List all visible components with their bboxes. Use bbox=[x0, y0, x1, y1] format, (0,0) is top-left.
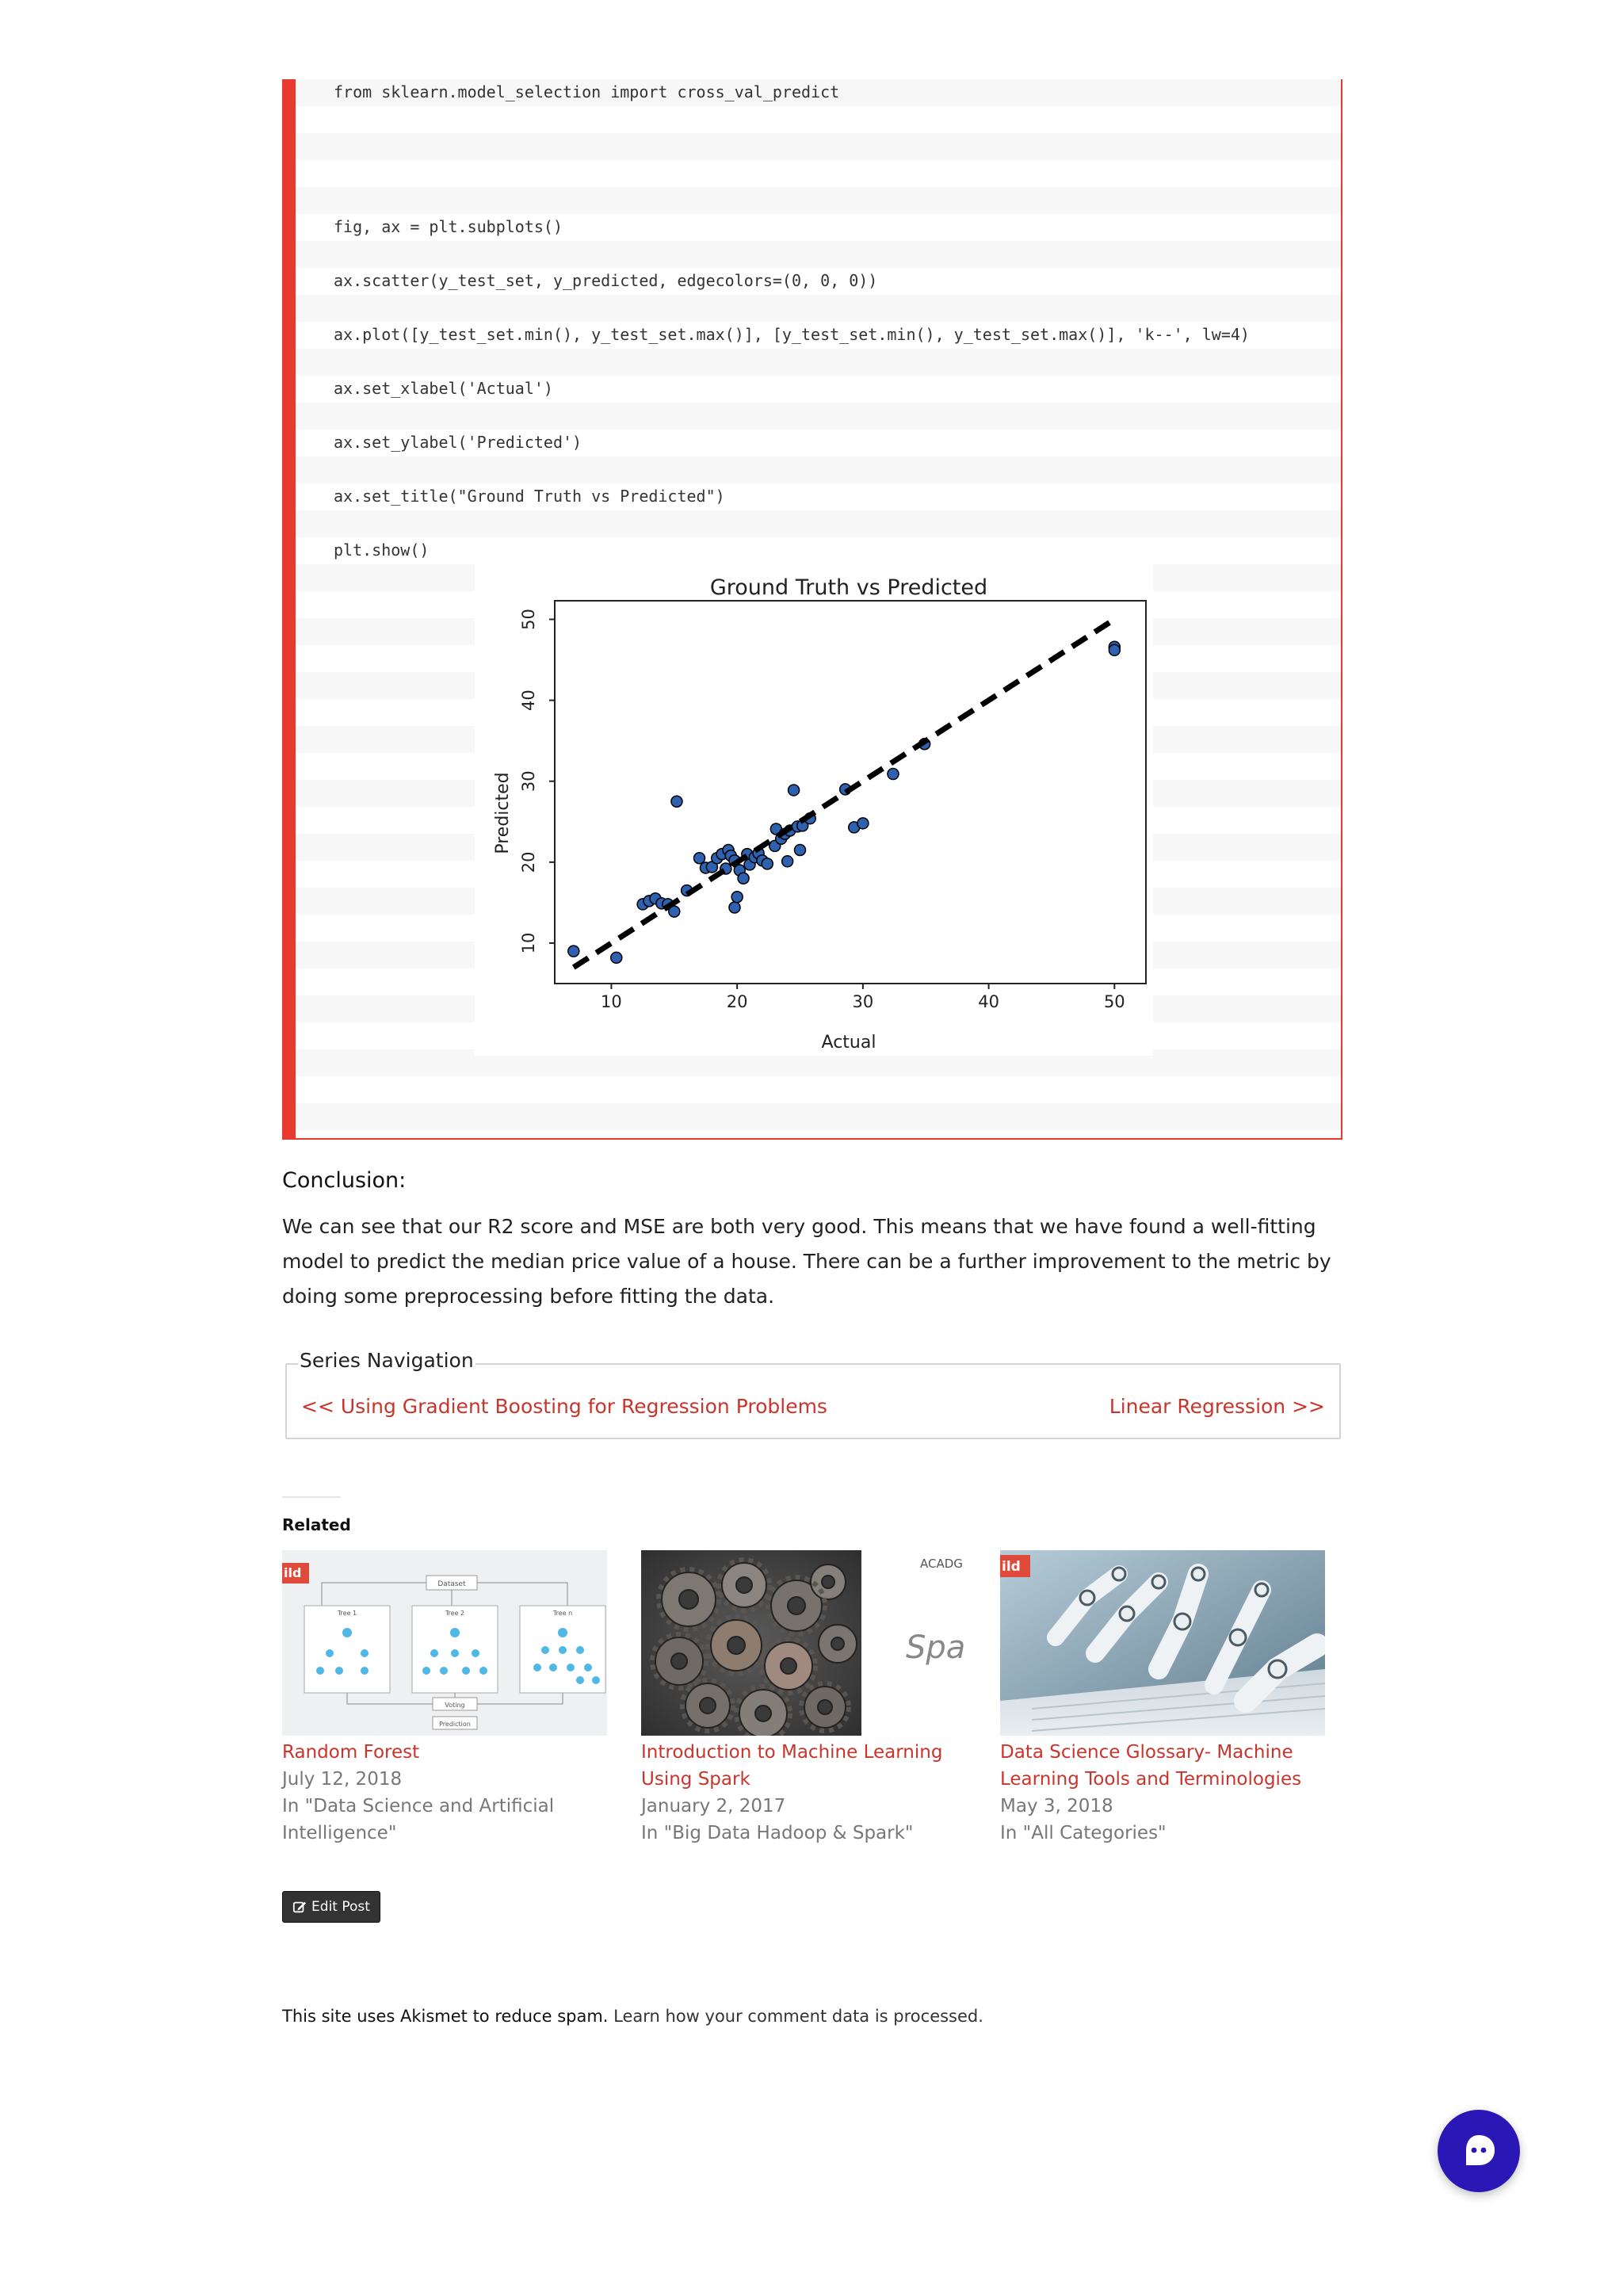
y-tick-label: 10 bbox=[519, 932, 538, 954]
akismet-notice bbox=[282, 2007, 983, 2026]
edit-icon bbox=[292, 1900, 307, 1914]
gears-image bbox=[641, 1550, 966, 1736]
random-forest-diagram bbox=[282, 1550, 607, 1736]
scatter-point bbox=[762, 858, 773, 869]
chat-icon bbox=[1458, 2130, 1499, 2172]
scatter-point bbox=[795, 845, 806, 856]
related-category: In "Big Data Hadoop & Spark" bbox=[641, 1823, 914, 1843]
related-title-link[interactable]: Introduction to Machine Learning Using Spark bbox=[641, 1742, 943, 1790]
scatter-point bbox=[888, 769, 899, 780]
scatter-point bbox=[789, 785, 800, 796]
related-date: July 12, 2018 bbox=[282, 1769, 403, 1790]
related-thumbnail-spark[interactable] bbox=[641, 1550, 966, 1736]
scatter-point bbox=[1109, 644, 1120, 655]
code-line: fig, ax = plt.subplots() bbox=[334, 217, 563, 236]
svg-text:Tree 2: Tree 2 bbox=[445, 1610, 465, 1617]
related-category: In "Data Science and Artificial Intelligence" bbox=[282, 1796, 555, 1843]
conclusion-text: We can see that our R2 score and MSE are both very good. This means that we have found a well-fitting model to predict the median price value of a house. There can be a further improvement to the metric by doing some preprocessing before fitting the data. bbox=[282, 1215, 1331, 1308]
related-divider bbox=[282, 1496, 341, 1498]
svg-text:ild: ild bbox=[1002, 1559, 1021, 1575]
related-title-link[interactable]: Random Forest bbox=[282, 1742, 420, 1763]
code-line: ax.set_title("Ground Truth vs Predicted") bbox=[334, 487, 725, 506]
scatter-chart bbox=[475, 564, 1153, 1056]
svg-text:ild: ild bbox=[284, 1565, 302, 1580]
x-tick-label: 40 bbox=[978, 992, 999, 1011]
x-tick-label: 20 bbox=[726, 992, 748, 1011]
series-prev-link[interactable]: << Using Gradient Boosting for Regression Problems bbox=[301, 1395, 827, 1418]
chart-title: Ground Truth vs Predicted bbox=[709, 575, 988, 600]
edit-post-label: Edit Post bbox=[311, 1899, 370, 1915]
related-category: In "All Categories" bbox=[1000, 1823, 1167, 1843]
code-block bbox=[282, 79, 1342, 1140]
x-tick-label: 30 bbox=[852, 992, 874, 1011]
code-line: ax.set_xlabel('Actual') bbox=[334, 379, 553, 398]
y-axis-label: Predicted bbox=[493, 772, 513, 854]
svg-text:Spa: Spa bbox=[906, 1629, 966, 1666]
chart-layer bbox=[519, 609, 1125, 1011]
x-axis-label: Actual bbox=[821, 1033, 876, 1052]
code-line: ax.set_ylabel('Predicted') bbox=[334, 433, 582, 452]
y-tick-label: 40 bbox=[519, 690, 538, 711]
scatter-point bbox=[568, 946, 579, 957]
scatter-point bbox=[782, 856, 793, 867]
svg-text:Tree 1: Tree 1 bbox=[337, 1610, 357, 1617]
related-thumbnail-random-forest[interactable] bbox=[282, 1550, 607, 1736]
related-date: May 3, 2018 bbox=[1000, 1796, 1113, 1817]
scatter-point bbox=[729, 902, 740, 913]
series-navigation-legend: Series Navigation bbox=[300, 1349, 474, 1372]
scatter-point bbox=[731, 892, 743, 903]
code-line: ax.plot([y_test_set.min(), y_test_set.max()], [y_test_set.min(), y_test_set.max()], 'k--', lw=4) bbox=[334, 325, 1250, 344]
related-thumbnail-glossary[interactable] bbox=[1000, 1550, 1325, 1736]
reference-line bbox=[574, 619, 1115, 967]
akismet-learn-link[interactable]: Learn how your comment data is processed. bbox=[613, 2007, 983, 2026]
svg-text:Voting: Voting bbox=[445, 1702, 465, 1709]
svg-text:Tree n: Tree n bbox=[552, 1610, 573, 1617]
related-heading: Related bbox=[282, 1515, 351, 1534]
related-card bbox=[1000, 1550, 1327, 1847]
series-next-link[interactable]: Linear Regression >> bbox=[1109, 1395, 1325, 1418]
series-navigation bbox=[285, 1349, 1341, 1439]
akismet-text: This site uses Akismet to reduce spam. bbox=[282, 2007, 609, 2026]
related-card bbox=[282, 1550, 609, 1847]
scatter-point bbox=[671, 796, 682, 807]
scatter-point bbox=[738, 873, 749, 884]
code-line: from sklearn.model_selection import cross_val_predict bbox=[334, 82, 840, 101]
conclusion-heading: Conclusion: bbox=[282, 1168, 407, 1193]
scatter-point bbox=[694, 853, 705, 864]
chat-button[interactable] bbox=[1438, 2110, 1520, 2192]
related-date: January 2, 2017 bbox=[641, 1796, 786, 1817]
svg-text:Dataset: Dataset bbox=[437, 1580, 466, 1588]
svg-text:ACADG: ACADG bbox=[920, 1557, 963, 1571]
related-card bbox=[641, 1550, 968, 1847]
related-title-link[interactable]: Data Science Glossary- Machine Learning Tools and Terminologies bbox=[1000, 1742, 1302, 1790]
y-tick-label: 50 bbox=[519, 609, 538, 630]
y-tick-label: 20 bbox=[519, 851, 538, 873]
code-line: ax.scatter(y_test_set, y_predicted, edgecolors=(0, 0, 0)) bbox=[334, 271, 878, 290]
scatter-point bbox=[857, 818, 869, 829]
robot-hand-image bbox=[1000, 1550, 1325, 1736]
scatter-point bbox=[611, 952, 622, 963]
x-tick-label: 50 bbox=[1103, 992, 1125, 1011]
y-tick-label: 30 bbox=[519, 770, 538, 793]
svg-text:Prediction: Prediction bbox=[439, 1721, 471, 1728]
code-line: plt.show() bbox=[334, 541, 430, 560]
edit-post-button[interactable] bbox=[282, 1891, 380, 1923]
scatter-figure bbox=[475, 564, 1153, 1056]
x-tick-label: 10 bbox=[601, 992, 622, 1011]
